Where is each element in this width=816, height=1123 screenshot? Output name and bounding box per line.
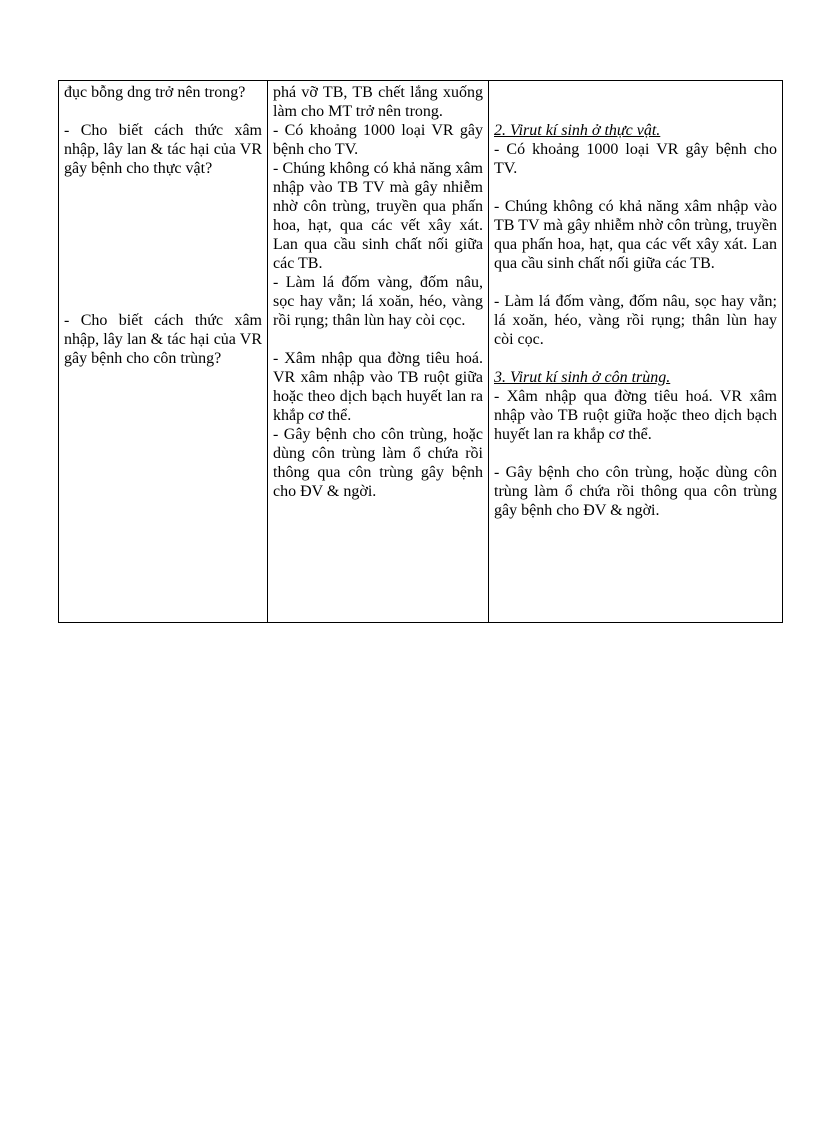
answer-continuation: phá vỡ TB, TB chết lắng xuống làm cho MT trở nên trong. [273,84,483,120]
lesson-table [58,80,783,623]
answer-insect-entry: - Xâm nhập qua đờng tiêu hoá. VR xâm nhập vào TB ruột giữa hoặc theo dịch bạch huyết lan ra khắp cơ thể. [273,350,483,424]
table-row [59,81,783,623]
section-heading-insect: 3. Virut kí sinh ở côn trùng. [494,369,671,386]
content-plant-symptoms: - Làm lá đốm vàng, đốm nâu, sọc hay vằn; lá xoăn, héo, vàng rồi rụng; thân lùn hay còi cọc. [494,293,777,348]
question-insect-virus: - Cho biết cách thức xâm nhập, lây lan & tác hại của VR gây bệnh cho côn trùng? [64,312,262,367]
answer-insect-harm: - Gây bệnh cho côn trùng, hoặc dùng côn trùng làm ổ chứa rồi thông qua côn trùng gây bệnh cho ĐV & ngời. [273,426,483,500]
content-insect-harm: - Gây bệnh cho côn trùng, hoặc dùng côn trùng làm ổ chứa rồi thông qua côn trùng gây bệnh cho ĐV & ngời. [494,464,777,519]
question-plant-virus: - Cho biết cách thức xâm nhập, lây lan & tác hại của VR gây bệnh cho thực vật? [64,122,262,177]
content-plant-count: - Có khoảng 1000 loại VR gây bệnh cho TV. [494,141,777,177]
questions-column [59,81,268,623]
question-continuation: đục bỗng dng trở nên trong? [64,84,246,101]
answer-plant-count: - Có khoảng 1000 loại VR gây bệnh cho TV. [273,122,483,158]
content-insect-entry: - Xâm nhập qua đờng tiêu hoá. VR xâm nhập vào TB ruột giữa hoặc theo dịch bạch huyết lan ra khắp cơ thể. [494,388,777,443]
content-column [489,81,783,623]
section-heading-plant: 2. Virut kí sinh ở thực vật. [494,122,661,139]
answers-column [268,81,489,623]
answer-plant-transmission: - Chúng không có khả năng xâm nhập vào TB TV mà gây nhiễm nhờ côn trùng, truyền qua phấn hoa, hạt, qua các vết xây xát. Lan qua cầu sinh chất nối giữa các TB. [273,160,483,272]
answer-plant-symptoms: - Làm lá đốm vàng, đốm nâu, sọc hay vằn; lá xoăn, héo, vàng rồi rụng; thân lùn hay còi cọc. [273,274,483,329]
content-plant-transmission: - Chúng không có khả năng xâm nhập vào TB TV mà gây nhiễm nhờ côn trùng, truyền qua phấn hoa, hạt, qua các vết xây xát. Lan qua cầu sinh chất nối giữa các TB. [494,198,777,272]
